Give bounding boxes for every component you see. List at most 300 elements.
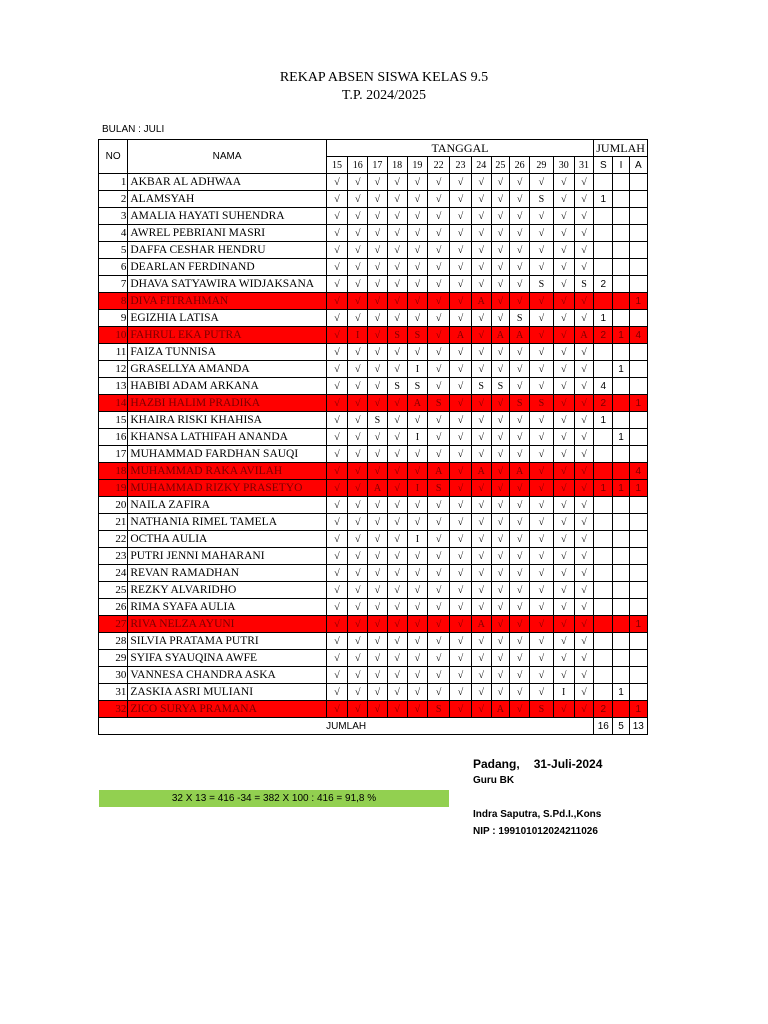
table-row	[99, 582, 648, 599]
row-number: 13	[99, 378, 128, 395]
attendance-mark: √	[450, 463, 471, 480]
attendance-mark: √	[368, 327, 387, 344]
attendance-mark: √	[387, 497, 407, 514]
count-s	[594, 463, 613, 480]
count-i	[613, 582, 629, 599]
attendance-mark: √	[368, 684, 387, 701]
attendance-mark: √	[428, 327, 450, 344]
count-s	[594, 548, 613, 565]
count-s: 2	[594, 395, 613, 412]
student-name: MUHAMMAD RIZKY PRASETYO	[128, 480, 326, 497]
attendance-mark: √	[368, 463, 387, 480]
attendance-mark: √	[387, 259, 407, 276]
count-a	[629, 412, 647, 429]
attendance-mark: √	[387, 293, 407, 310]
attendance-mark: √	[491, 463, 509, 480]
table-row	[99, 616, 648, 633]
attendance-mark: √	[326, 344, 347, 361]
count-i	[613, 599, 629, 616]
attendance-mark: √	[428, 667, 450, 684]
attendance-mark: √	[530, 667, 553, 684]
attendance-mark: √	[368, 650, 387, 667]
count-s	[594, 616, 613, 633]
row-number: 3	[99, 208, 128, 225]
attendance-mark: √	[471, 650, 491, 667]
attendance-mark: √	[407, 565, 427, 582]
count-a: 1	[629, 395, 647, 412]
student-name: ZICO SURYA PRAMANA	[128, 701, 326, 718]
count-s	[594, 259, 613, 276]
attendance-mark: √	[471, 531, 491, 548]
attendance-mark: √	[553, 208, 574, 225]
header-date: 31	[574, 157, 593, 174]
attendance-mark: √	[471, 633, 491, 650]
attendance-mark: √	[348, 225, 368, 242]
attendance-mark: A	[471, 616, 491, 633]
count-i: 1	[613, 480, 629, 497]
attendance-mark: √	[326, 361, 347, 378]
attendance-mark: √	[491, 633, 509, 650]
table-row	[99, 701, 648, 718]
table-row	[99, 531, 648, 548]
table-row	[99, 684, 648, 701]
attendance-mark: √	[326, 463, 347, 480]
attendance-mark: √	[574, 225, 593, 242]
attendance-mark: √	[348, 446, 368, 463]
attendance-mark: √	[491, 650, 509, 667]
count-s	[594, 514, 613, 531]
attendance-mark: √	[348, 429, 368, 446]
attendance-table	[98, 139, 648, 735]
attendance-mark: √	[428, 497, 450, 514]
header-date: 18	[387, 157, 407, 174]
attendance-mark: √	[450, 361, 471, 378]
attendance-mark: I	[407, 429, 427, 446]
attendance-mark: √	[471, 446, 491, 463]
attendance-mark: √	[368, 361, 387, 378]
attendance-mark: √	[407, 616, 427, 633]
attendance-mark: √	[387, 429, 407, 446]
attendance-mark: √	[574, 701, 593, 718]
attendance-mark: √	[574, 616, 593, 633]
attendance-mark: I	[407, 361, 427, 378]
attendance-mark: √	[407, 684, 427, 701]
attendance-mark: √	[553, 548, 574, 565]
attendance-mark: √	[450, 599, 471, 616]
attendance-mark: √	[553, 616, 574, 633]
row-number: 22	[99, 531, 128, 548]
attendance-mark: √	[510, 378, 530, 395]
student-name: KHAIRA RISKI KHAHISA	[128, 412, 326, 429]
attendance-mark: √	[348, 548, 368, 565]
count-a	[629, 242, 647, 259]
header-date: 17	[368, 157, 387, 174]
attendance-mark: √	[510, 174, 530, 191]
attendance-mark: S	[471, 378, 491, 395]
attendance-mark: √	[553, 446, 574, 463]
attendance-mark: √	[348, 361, 368, 378]
attendance-mark: √	[553, 259, 574, 276]
attendance-mark: √	[553, 242, 574, 259]
attendance-mark: √	[368, 225, 387, 242]
attendance-mark: S	[387, 327, 407, 344]
total-i: 5	[613, 718, 629, 735]
attendance-mark: √	[530, 242, 553, 259]
attendance-mark: √	[428, 225, 450, 242]
attendance-mark: √	[326, 616, 347, 633]
attendance-mark: √	[450, 208, 471, 225]
count-a	[629, 378, 647, 395]
attendance-mark: √	[471, 684, 491, 701]
table-row	[99, 191, 648, 208]
attendance-mark: √	[530, 174, 553, 191]
attendance-mark: √	[553, 531, 574, 548]
attendance-mark: √	[428, 259, 450, 276]
attendance-mark: √	[491, 599, 509, 616]
count-i	[613, 344, 629, 361]
attendance-mark: √	[326, 701, 347, 718]
attendance-mark: √	[407, 548, 427, 565]
count-a: 4	[629, 327, 647, 344]
attendance-mark: √	[407, 242, 427, 259]
attendance-mark: √	[553, 480, 574, 497]
count-a	[629, 514, 647, 531]
attendance-mark: √	[368, 344, 387, 361]
count-i	[613, 463, 629, 480]
attendance-mark: √	[348, 378, 368, 395]
totals-label: JUMLAH	[99, 718, 594, 735]
table-row	[99, 259, 648, 276]
attendance-mark: √	[450, 174, 471, 191]
attendance-mark: √	[491, 412, 509, 429]
attendance-mark: √	[428, 344, 450, 361]
table-row	[99, 395, 648, 412]
attendance-mark: √	[471, 191, 491, 208]
attendance-mark: √	[387, 480, 407, 497]
attendance-mark: √	[471, 361, 491, 378]
student-name: EGIZHIA LATISA	[128, 310, 326, 327]
attendance-mark: √	[491, 395, 509, 412]
attendance-mark: √	[407, 259, 427, 276]
count-s	[594, 582, 613, 599]
row-number: 23	[99, 548, 128, 565]
attendance-mark: √	[574, 480, 593, 497]
attendance-mark: √	[471, 259, 491, 276]
attendance-mark: √	[450, 480, 471, 497]
count-a	[629, 344, 647, 361]
count-i	[613, 174, 629, 191]
attendance-mark: √	[530, 429, 553, 446]
attendance-mark: √	[510, 599, 530, 616]
attendance-mark: √	[510, 242, 530, 259]
row-number: 11	[99, 344, 128, 361]
count-a: 4	[629, 463, 647, 480]
attendance-mark: √	[530, 497, 553, 514]
table-row	[99, 548, 648, 565]
attendance-mark: √	[368, 616, 387, 633]
attendance-mark: √	[574, 684, 593, 701]
attendance-mark: √	[471, 480, 491, 497]
totals-row	[99, 718, 648, 735]
count-s	[594, 361, 613, 378]
row-number: 26	[99, 599, 128, 616]
table-row	[99, 378, 648, 395]
attendance-mark: √	[530, 310, 553, 327]
attendance-mark: √	[471, 599, 491, 616]
student-name: SYIFA SYAUQINA AWFE	[128, 650, 326, 667]
student-name: DAFFA CESHAR HENDRU	[128, 242, 326, 259]
header-sia: A	[629, 157, 647, 174]
attendance-mark: √	[553, 327, 574, 344]
attendance-mark: √	[471, 565, 491, 582]
row-number: 17	[99, 446, 128, 463]
attendance-mark: √	[574, 497, 593, 514]
attendance-mark: √	[491, 497, 509, 514]
student-name: ZASKIA ASRI MULIANI	[128, 684, 326, 701]
attendance-mark: √	[510, 667, 530, 684]
attendance-mark: √	[348, 497, 368, 514]
attendance-mark: √	[491, 259, 509, 276]
attendance-mark: √	[428, 293, 450, 310]
attendance-mark: √	[574, 667, 593, 684]
attendance-mark: √	[530, 650, 553, 667]
attendance-mark: √	[510, 684, 530, 701]
attendance-mark: √	[348, 412, 368, 429]
row-number: 9	[99, 310, 128, 327]
count-a	[629, 446, 647, 463]
attendance-mark: S	[574, 276, 593, 293]
signature-role: Guru BK	[473, 775, 515, 786]
table-row	[99, 293, 648, 310]
header-sia: S	[594, 157, 613, 174]
row-number: 30	[99, 667, 128, 684]
count-s: 1	[594, 480, 613, 497]
attendance-mark: √	[368, 293, 387, 310]
attendance-mark: √	[491, 344, 509, 361]
attendance-mark: √	[553, 514, 574, 531]
attendance-mark: A	[574, 327, 593, 344]
attendance-mark: √	[471, 327, 491, 344]
attendance-mark: √	[387, 208, 407, 225]
attendance-mark: √	[368, 378, 387, 395]
attendance-mark: √	[471, 667, 491, 684]
attendance-mark: √	[368, 395, 387, 412]
header-date: 30	[553, 157, 574, 174]
attendance-mark: √	[348, 667, 368, 684]
attendance-mark: √	[428, 174, 450, 191]
attendance-mark: √	[510, 633, 530, 650]
attendance-mark: √	[348, 344, 368, 361]
attendance-mark: √	[407, 174, 427, 191]
student-name: FAIZA TUNNISA	[128, 344, 326, 361]
count-i	[613, 208, 629, 225]
count-s	[594, 208, 613, 225]
attendance-mark: √	[326, 650, 347, 667]
attendance-mark: √	[553, 310, 574, 327]
count-a	[629, 684, 647, 701]
attendance-mark: √	[491, 191, 509, 208]
attendance-mark: √	[491, 548, 509, 565]
attendance-mark: √	[471, 242, 491, 259]
attendance-mark: √	[428, 378, 450, 395]
count-i	[613, 395, 629, 412]
attendance-mark: S	[510, 395, 530, 412]
attendance-mark: √	[407, 497, 427, 514]
attendance-mark: √	[510, 344, 530, 361]
report-title: REKAP ABSEN SISWA KELAS 9.5	[279, 70, 489, 85]
attendance-mark: √	[407, 276, 427, 293]
count-s	[594, 599, 613, 616]
attendance-mark: √	[574, 191, 593, 208]
count-i: 1	[613, 684, 629, 701]
attendance-mark: √	[553, 599, 574, 616]
attendance-mark: √	[491, 684, 509, 701]
student-name: HABIBI ADAM ARKANA	[128, 378, 326, 395]
attendance-mark: √	[510, 548, 530, 565]
count-s	[594, 225, 613, 242]
table-row	[99, 599, 648, 616]
row-number: 19	[99, 480, 128, 497]
attendance-mark: S	[510, 310, 530, 327]
attendance-mark: I	[348, 327, 368, 344]
attendance-mark: √	[326, 667, 347, 684]
attendance-mark: √	[574, 293, 593, 310]
row-number: 14	[99, 395, 128, 412]
attendance-mark: √	[530, 259, 553, 276]
attendance-mark: √	[450, 429, 471, 446]
attendance-mark: √	[530, 616, 553, 633]
student-name: RIVA NELZA AYUNI	[128, 616, 326, 633]
attendance-mark: S	[368, 412, 387, 429]
attendance-mark: √	[387, 548, 407, 565]
attendance-mark: √	[326, 497, 347, 514]
count-i	[613, 497, 629, 514]
attendance-mark: √	[510, 565, 530, 582]
row-number: 10	[99, 327, 128, 344]
attendance-mark: √	[530, 463, 553, 480]
attendance-mark: √	[387, 310, 407, 327]
student-name: REVAN RAMADHAN	[128, 565, 326, 582]
attendance-mark: √	[574, 242, 593, 259]
attendance-mark: √	[530, 225, 553, 242]
attendance-mark: √	[348, 208, 368, 225]
attendance-mark: √	[491, 310, 509, 327]
student-name: SILVIA PRATAMA PUTRI	[128, 633, 326, 650]
attendance-mark: √	[387, 599, 407, 616]
attendance-formula: 32 X 13 = 416 -34 = 382 X 100 : 416 = 91,8 %	[99, 790, 449, 807]
attendance-mark: √	[428, 650, 450, 667]
attendance-mark: S	[491, 378, 509, 395]
attendance-mark: √	[387, 582, 407, 599]
attendance-mark: √	[510, 225, 530, 242]
attendance-mark: √	[530, 633, 553, 650]
attendance-mark: √	[450, 497, 471, 514]
student-name: GRASELLYA AMANDA	[128, 361, 326, 378]
table-row	[99, 327, 648, 344]
attendance-mark: √	[553, 174, 574, 191]
attendance-mark: √	[450, 531, 471, 548]
row-number: 6	[99, 259, 128, 276]
attendance-mark: √	[348, 293, 368, 310]
count-a	[629, 310, 647, 327]
attendance-mark: √	[574, 310, 593, 327]
count-s	[594, 531, 613, 548]
count-i	[613, 293, 629, 310]
student-name: HAZBI HALIM PRADIKA	[128, 395, 326, 412]
row-number: 4	[99, 225, 128, 242]
attendance-mark: √	[553, 497, 574, 514]
count-i	[613, 667, 629, 684]
attendance-mark: √	[553, 633, 574, 650]
attendance-mark: √	[530, 531, 553, 548]
total-s: 16	[594, 718, 613, 735]
attendance-mark: √	[510, 276, 530, 293]
attendance-mark: √	[574, 259, 593, 276]
attendance-mark: √	[450, 514, 471, 531]
attendance-mark: A	[510, 463, 530, 480]
attendance-mark: √	[368, 599, 387, 616]
table-row	[99, 667, 648, 684]
row-number: 32	[99, 701, 128, 718]
attendance-mark: √	[326, 412, 347, 429]
count-s: 4	[594, 378, 613, 395]
count-a	[629, 565, 647, 582]
attendance-mark: A	[491, 327, 509, 344]
attendance-mark: √	[510, 531, 530, 548]
count-a	[629, 259, 647, 276]
attendance-mark: √	[491, 174, 509, 191]
count-a	[629, 582, 647, 599]
count-s	[594, 497, 613, 514]
attendance-mark: √	[348, 463, 368, 480]
attendance-mark: √	[574, 344, 593, 361]
attendance-mark: √	[428, 412, 450, 429]
count-s: 2	[594, 276, 613, 293]
attendance-mark: √	[387, 174, 407, 191]
attendance-mark: √	[407, 293, 427, 310]
attendance-mark: √	[553, 667, 574, 684]
row-number: 18	[99, 463, 128, 480]
count-s: 2	[594, 701, 613, 718]
attendance-mark: √	[530, 361, 553, 378]
header-date: 29	[530, 157, 553, 174]
attendance-mark: √	[553, 361, 574, 378]
row-number: 16	[99, 429, 128, 446]
attendance-mark: √	[574, 548, 593, 565]
table-row	[99, 225, 648, 242]
attendance-mark: √	[450, 395, 471, 412]
table-row	[99, 310, 648, 327]
count-i	[613, 276, 629, 293]
table-row	[99, 565, 648, 582]
attendance-mark: √	[326, 327, 347, 344]
count-a	[629, 548, 647, 565]
attendance-mark: √	[407, 344, 427, 361]
header-date: 23	[450, 157, 471, 174]
table-row	[99, 446, 648, 463]
attendance-mark: √	[510, 650, 530, 667]
attendance-mark: √	[326, 480, 347, 497]
count-i	[613, 650, 629, 667]
header-no: NO	[99, 140, 128, 174]
count-i: 1	[613, 429, 629, 446]
header-date: 24	[471, 157, 491, 174]
attendance-mark: √	[407, 463, 427, 480]
count-i	[613, 514, 629, 531]
attendance-mark: √	[553, 412, 574, 429]
attendance-mark: √	[326, 259, 347, 276]
attendance-mark: √	[510, 480, 530, 497]
